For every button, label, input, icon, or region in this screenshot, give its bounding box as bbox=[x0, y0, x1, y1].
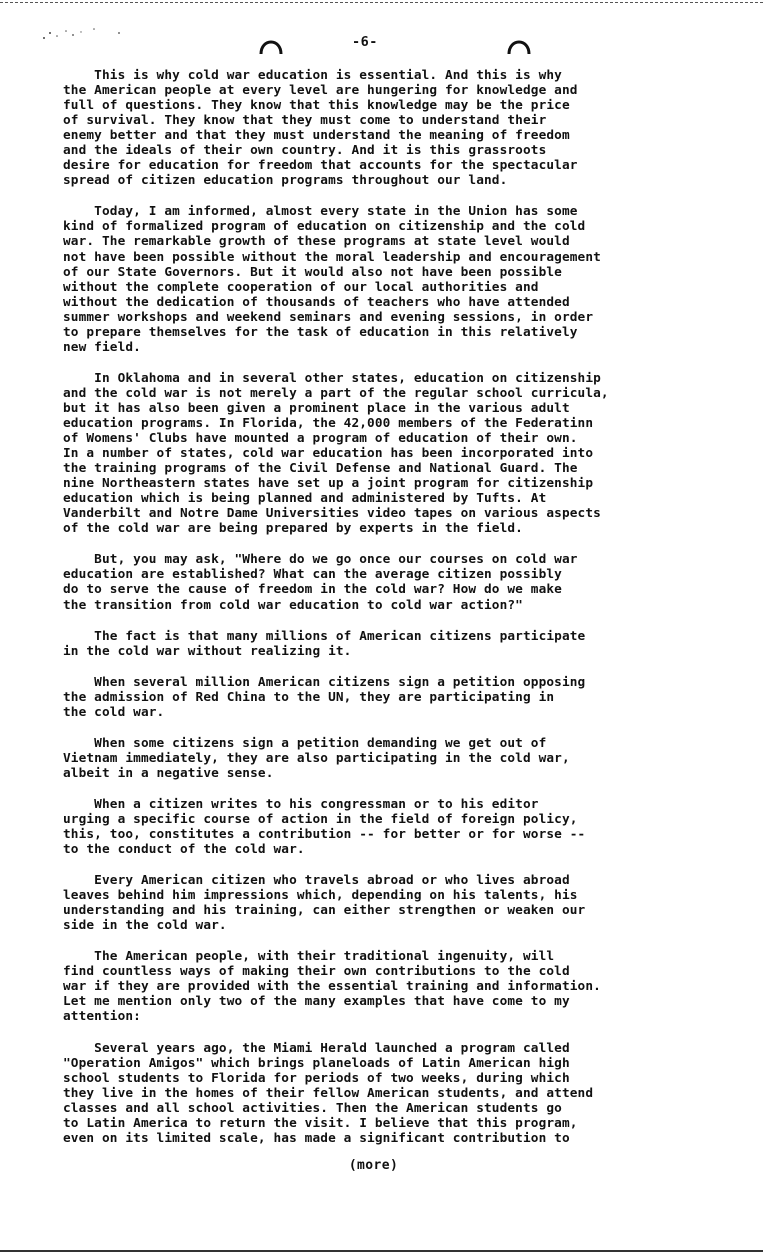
text-line: war if they are provided with the essential training and information. bbox=[63, 979, 601, 995]
text-line: spread of citizen education programs throughout our land. bbox=[63, 173, 508, 189]
text-line: In Oklahoma and in several other states, education on citizenship bbox=[63, 370, 601, 386]
paragraph bbox=[63, 736, 703, 781]
text-line: understanding and his training, can either strengthen or weaken our bbox=[63, 903, 586, 919]
text-line: and the cold war is not merely a part of the regular school curricula, bbox=[63, 385, 609, 401]
text-line: to prepare themselves for the task of education in this relatively bbox=[63, 324, 578, 340]
text-line: classes and all school activities. Then the American students go bbox=[63, 1100, 562, 1116]
paragraph bbox=[63, 949, 703, 1024]
paragraph bbox=[63, 797, 703, 857]
text-line: Vietnam immediately, they are also participating in the cold war, bbox=[63, 750, 570, 766]
text-line: side in the cold war. bbox=[63, 918, 227, 934]
text-line: to Latin America to return the visit. I believe that this program, bbox=[63, 1115, 578, 1131]
text-line: summer workshops and weekend seminars and evening sessions, in order bbox=[63, 309, 594, 325]
paragraph bbox=[63, 629, 703, 659]
text-line: the admission of Red China to the UN, they are participating in bbox=[63, 689, 555, 705]
text-line: Every American citizen who travels abroad or who lives abroad bbox=[63, 873, 570, 889]
text-line: education are established? What can the average citizen possibly bbox=[63, 567, 562, 583]
text-line: of survival. They know that they must come to understand their bbox=[63, 113, 547, 129]
text-line: in the cold war without realizing it. bbox=[63, 643, 352, 659]
text-line: and the ideals of their own country. And it is this grassroots bbox=[63, 143, 547, 159]
text-line: not have been possible without the moral leadership and encouragement bbox=[63, 249, 601, 265]
continued-marker: (more) bbox=[348, 1158, 399, 1173]
text-line: desire for education for freedom that accounts for the spectacular bbox=[63, 158, 578, 174]
paragraph bbox=[63, 1041, 703, 1146]
text-line: Vanderbilt and Notre Dame Universities video tapes on various aspects bbox=[63, 506, 601, 522]
page-number: -6- bbox=[352, 34, 378, 50]
text-line: When several million American citizens sign a petition opposing bbox=[63, 674, 586, 690]
text-line: without the dedication of thousands of teachers who have attended bbox=[63, 294, 570, 310]
document-body bbox=[63, 68, 703, 1162]
text-line: leaves behind him impressions which, depending on his talents, his bbox=[63, 888, 578, 904]
text-line: the cold war. bbox=[63, 704, 165, 720]
text-line: nine Northeastern states have set up a joint program for citizenship bbox=[63, 476, 594, 492]
paragraph bbox=[63, 873, 703, 933]
text-line: find countless ways of making their own contributions to the cold bbox=[63, 964, 570, 980]
text-line: Several years ago, the Miami Herald launched a program called bbox=[63, 1040, 570, 1056]
text-line: this, too, constitutes a contribution -- for better or for worse -- bbox=[63, 827, 586, 843]
paragraph bbox=[63, 675, 703, 720]
paragraph bbox=[63, 371, 703, 537]
text-line: to the conduct of the cold war. bbox=[63, 842, 305, 858]
text-line: albeit in a negative sense. bbox=[63, 765, 274, 781]
text-line: education programs. In Florida, the 42,000 members of the Federatinn bbox=[63, 415, 594, 431]
text-line: But, you may ask, "Where do we go once our courses on cold war bbox=[63, 552, 578, 568]
text-line: kind of formalized program of education on citizenship and the cold bbox=[63, 219, 586, 235]
paragraph bbox=[63, 552, 703, 612]
text-line: but it has also been given a prominent place in the various adult bbox=[63, 400, 570, 416]
text-line: they live in the homes of their fellow American students, and attend bbox=[63, 1085, 594, 1101]
text-line: even on its limited scale, has made a significant contribution to bbox=[63, 1130, 570, 1146]
text-line: Let me mention only two of the many examples that have come to my bbox=[63, 994, 570, 1010]
text-line: the training programs of the Civil Defense and National Guard. The bbox=[63, 461, 578, 477]
text-line: This is why cold war education is essential. And this is why bbox=[63, 68, 562, 83]
text-line: The fact is that many millions of American citizens participate bbox=[63, 628, 586, 644]
paragraph bbox=[63, 204, 703, 354]
text-line: The American people, with their traditional ingenuity, will bbox=[63, 949, 555, 965]
text-line: Today, I am informed, almost every state in the Union has some bbox=[63, 204, 578, 220]
top-edge-rule bbox=[0, 2, 763, 3]
text-line: education which is being planned and administered by Tufts. At bbox=[63, 491, 547, 507]
text-line: urging a specific course of action in the field of foreign policy, bbox=[63, 811, 578, 827]
text-line: without the complete cooperation of our local authorities and bbox=[63, 279, 539, 295]
text-line: of the cold war are being prepared by experts in the field. bbox=[63, 521, 523, 537]
paragraph bbox=[63, 68, 703, 188]
text-line: the transition from cold war education to cold war action?" bbox=[63, 597, 523, 613]
text-line: When some citizens sign a petition demanding we get out of bbox=[63, 735, 547, 751]
text-line: school students to Florida for periods of two weeks, during which bbox=[63, 1070, 570, 1086]
text-line: "Operation Amigos" which brings planeloads of Latin American high bbox=[63, 1055, 570, 1071]
text-line: In a number of states, cold war education has been incorporated into bbox=[63, 446, 594, 462]
text-line: the American people at every level are hungering for knowledge and bbox=[63, 83, 578, 99]
text-line: attention: bbox=[63, 1009, 141, 1025]
text-line: new field. bbox=[63, 339, 141, 355]
text-line: of Womens' Clubs have mounted a program of education of their own. bbox=[63, 431, 578, 447]
text-line: enemy better and that they must understand the meaning of freedom bbox=[63, 128, 570, 144]
text-line: When a citizen writes to his congressman or to his editor bbox=[63, 796, 539, 812]
text-line: do to serve the cause of freedom in the cold war? How do we make bbox=[63, 582, 562, 598]
text-line: war. The remarkable growth of these programs at state level would bbox=[63, 234, 570, 250]
bottom-edge-rule bbox=[0, 1250, 763, 1252]
text-line: of our State Governors. But it would also not have been possible bbox=[63, 264, 562, 280]
text-line: full of questions. They know that this knowledge may be the price bbox=[63, 98, 570, 114]
